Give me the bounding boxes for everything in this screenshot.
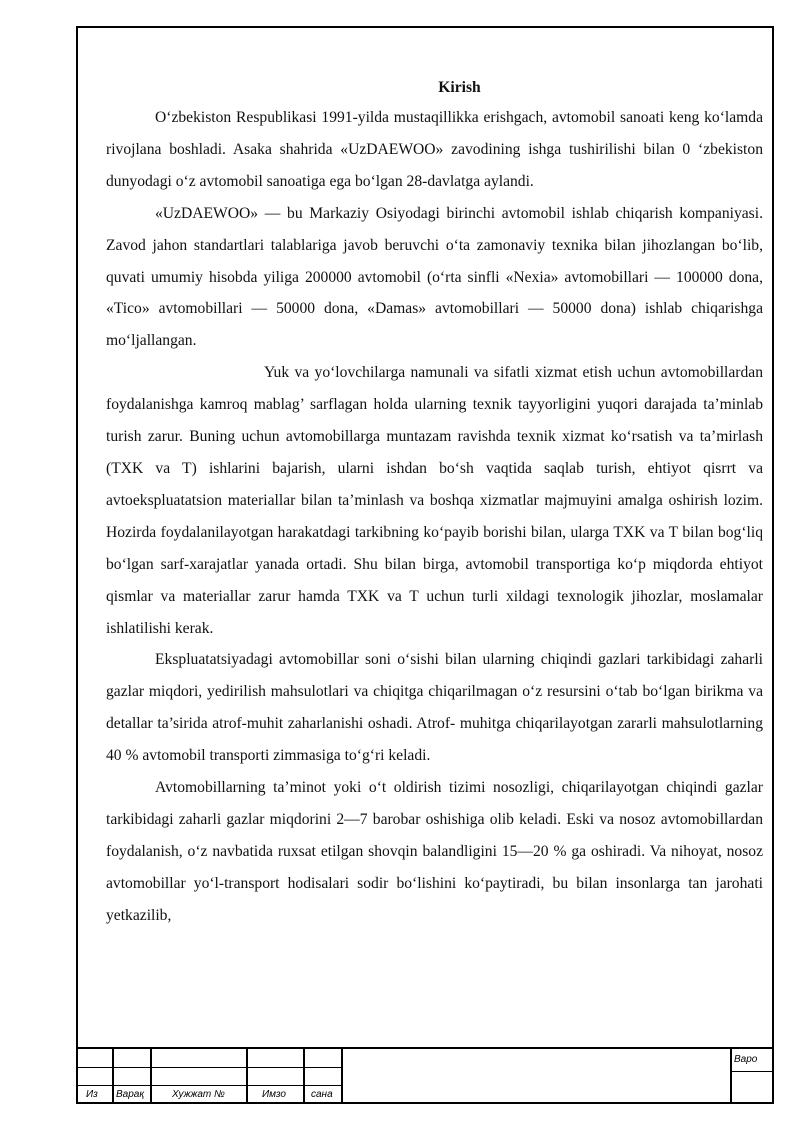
- paragraph-5: Avtomobillarning ta’minot yoki o‘t oldirish tizimi nosozligi, chiqarilayotgan chiqindi gazlar tarkibidagi zaharli gazlar miqdorini 2—7 barobar oshishiga olib keladi. Eski va nosoz avtomobillardan foydalanish, o‘z navbatida ruxsat etilgan shovqin balandligini 15—20 % ga oshiradi. Va nihoyat, nosoz avtomobillar yo‘l-transport hodisalari sodir bo‘lishini ko‘paytiradi, bu bilan insonlarga tan jarohati yetkazilib,: [106, 779, 763, 924]
- paragraph-2: «UzDAEWOO» — bu Markaziy Osiyodagi birinchi avtomobil ishlab chiqarish kompaniyasi. Zavod jahon standartlari talablariga javob beruvchi o‘ta zamonaviy texnika bilan jihozlangan bo‘lib, quvati umumiy hisobda yiliga 200000 avtomobil (o‘rta sinfli «Nexia» avtomobillari — 100000 dona, «Tico» avtomobillari — 50000 dona, «Damas» avtomobillari — 50000 dona) ishlab chiqarishga mo‘ljallangan.: [106, 204, 763, 350]
- stamp-col-divider: [341, 1049, 343, 1104]
- stamp-col-divider: [112, 1049, 114, 1104]
- page-title: Kirish: [438, 79, 481, 96]
- stamp-label-list: Варақ: [116, 1089, 145, 1100]
- stamp-col-divider: [303, 1049, 305, 1104]
- paragraph-1: O‘zbekiston Respublikasi 1991-yilda mustaqillikka erishgach, avtomobil sanoati keng ko‘lamda rivojlana boshladi. Asaka shahrida «UzDAEWOO» zavodining ishga tushirilishi bilan 0 ‘zbekiston dunyodagi o‘z avtomobil sanoatiga ega bo‘lgan 28-davlatga aylandi.: [106, 109, 763, 190]
- title-block-stamp: [76, 1047, 774, 1104]
- paragraph-3: Yuk va yo‘lovchilarga namunali va sifatli xizmat etish uchun avtomobillardan foydalanishga kamroq mablag’ sarflagan holda ularning texnik tayyorligini yuqori darajada ta’minlab turish zarur. Buning uchun avtomobillarga muntazam ravishda texnik xizmat ko‘rsatish va ta’mirlash (TXK va T) ishlarini bajarish, ularni ishdan bo‘sh vaqtida saqlab turish, ehtiyot qisrrt va avtoekspluatatsion materiallar bilan ta’minlash va boshqa xizmatlar majmuyini amalga oshirish lozim. Hozirda foydalanilayotgan harakatdagi tarkibning ko‘payib borishi bilan, ularga TXK va T bilan bog‘liq bo‘lgan sarf-xarajatlar yanada ortadi. Shu bilan birga, avtomobil transportiga ko‘p miqdorda ehtiyot qismlar va materiallar zarur hamda TXK va T uchun turli xildagi texnologik jihozlar, moslamalar ishlatilishi kerak.: [106, 364, 763, 637]
- stamp-col-divider: [730, 1049, 732, 1104]
- stamp-col-divider: [150, 1049, 152, 1104]
- stamp-col-divider: [246, 1049, 248, 1104]
- stamp-label-sign: Имзо: [262, 1089, 286, 1100]
- document-body: [106, 74, 763, 932]
- stamp-label-date: сана: [311, 1089, 333, 1100]
- stamp-row-divider: [76, 1085, 341, 1086]
- stamp-row-divider: [76, 1067, 341, 1068]
- stamp-sheet-label: Варо: [734, 1054, 758, 1065]
- stamp-label-izm: Из: [86, 1089, 98, 1100]
- stamp-label-doc: Хужжат №: [172, 1089, 225, 1100]
- stamp-sheet-divider: [730, 1071, 774, 1072]
- paragraph-4: Ekspluatatsiyadagi avtomobillar soni o‘sishi bilan ularning chiqindi gazlari tarkibidagi zaharli gazlar miqdori, yedirilish mahsulotlari va chiqitga chiqarilmagan o‘z resursini o‘tab bo‘lgan birikma va detallar ta’sirida atrof-muhit zaharlanishi oshadi. Atrof- muhitga chiqarilayotgan zararli mahsulotlarning 40 % avtomobil transporti zimmasiga to‘g‘ri keladi.: [106, 651, 763, 765]
